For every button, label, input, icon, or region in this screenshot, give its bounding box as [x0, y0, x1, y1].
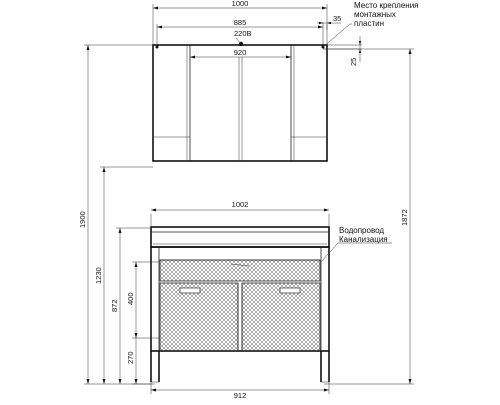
mirror-cabinet	[153, 42, 327, 161]
water-supply-label: Водопровод	[339, 226, 385, 235]
dim-1230: 1230	[94, 267, 103, 284]
dim-1000: 1000	[231, 0, 249, 8]
mount-point-left	[156, 46, 159, 49]
dim-25: 25	[349, 57, 358, 66]
mirror-top-dimensions	[153, 0, 362, 66]
socket-label: 220В	[234, 29, 252, 38]
dim-872: 872	[110, 299, 119, 312]
vanity-cabinet	[151, 214, 329, 382]
dim-1900: 1900	[78, 211, 87, 228]
dim-885: 885	[233, 18, 247, 27]
dim-920: 920	[233, 48, 247, 57]
dim-1872: 1872	[400, 209, 409, 226]
dim-912: 912	[233, 391, 247, 400]
mount-note-line-2: монтажных	[354, 10, 396, 19]
dim-35: 35	[333, 14, 342, 23]
mount-note-line-1: Место крепления	[354, 1, 419, 10]
sewage-label: Канализация	[339, 235, 388, 244]
dim-1002: 1002	[231, 200, 249, 209]
dim-400: 400	[126, 292, 135, 305]
mount-note-line-3: пластин	[354, 19, 384, 28]
dim-270: 270	[126, 351, 135, 364]
mount-note	[323, 1, 419, 47]
plumbing-note	[321, 226, 392, 262]
